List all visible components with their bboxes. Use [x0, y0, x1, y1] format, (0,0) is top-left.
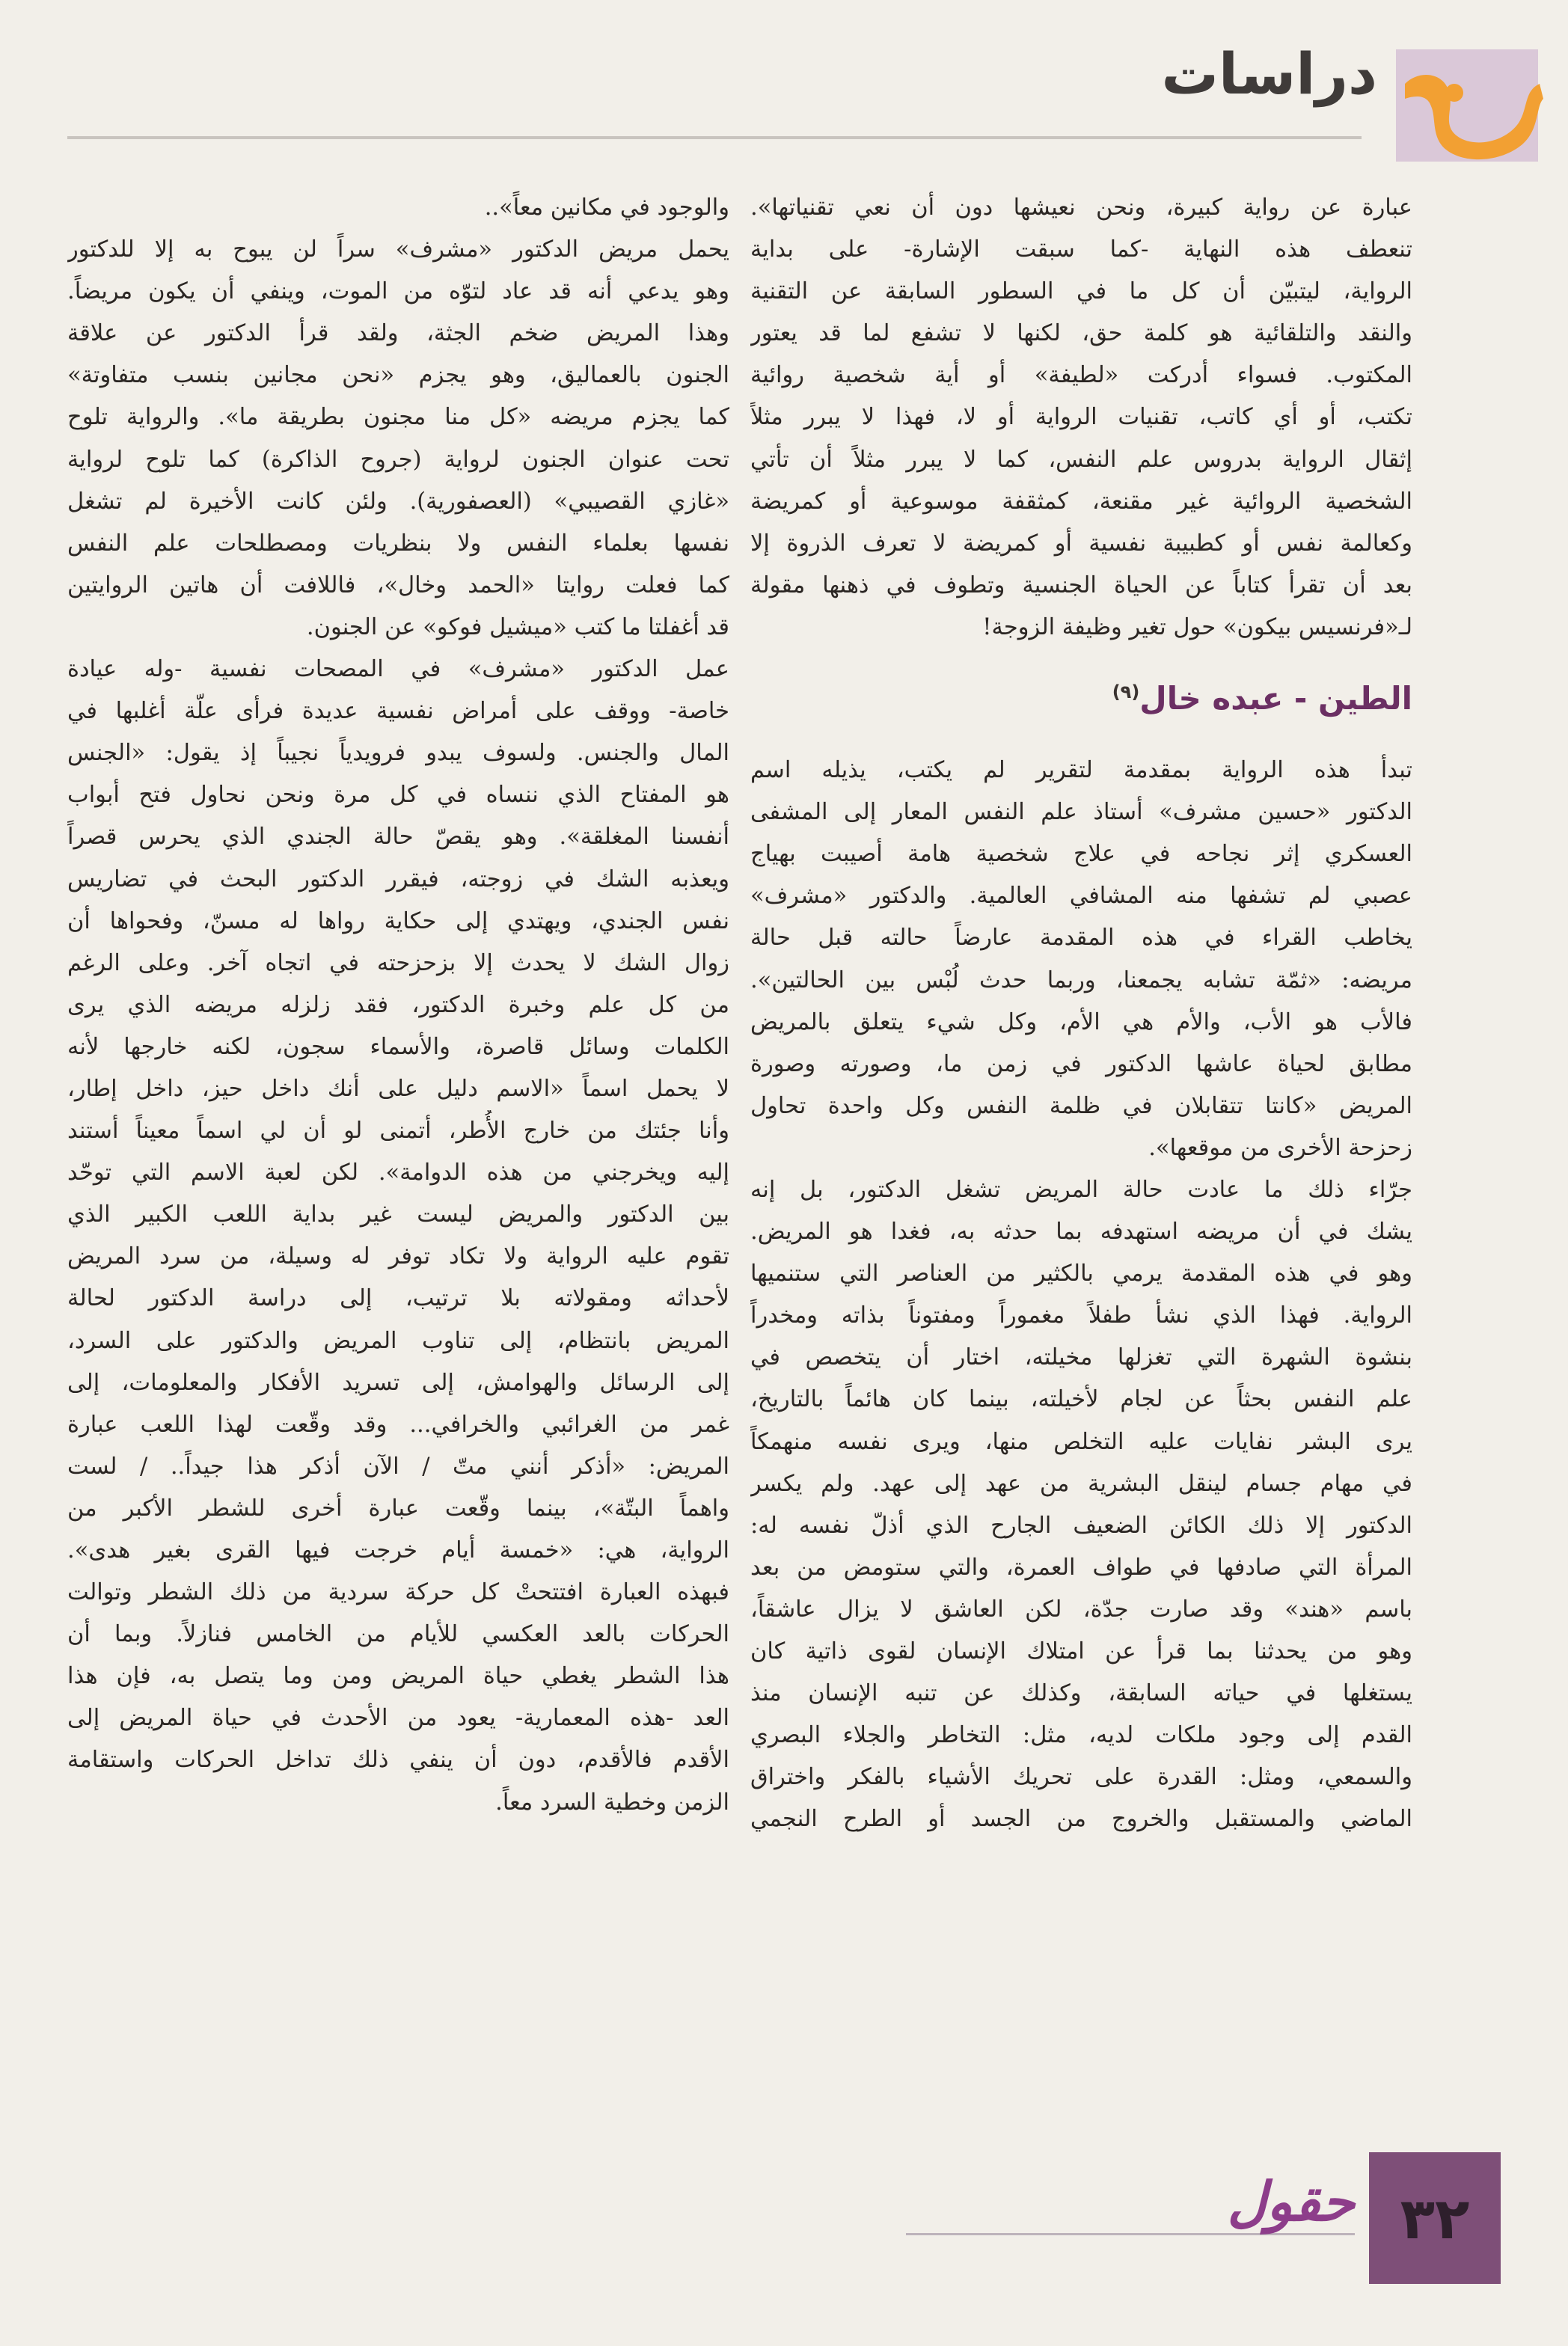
text-line: جرّاء ذلك ما عادت حالة المريض تشغل الدكتور، بل إنه — [750, 1176, 1412, 1203]
paragraph — [67, 229, 729, 649]
text-line: ويعذبه الشك في زوجته، فيقرر الدكتور البحث في تضاريس — [67, 866, 729, 892]
text-line: بين الدكتور والمريض ليست غير بداية اللعب الكبير الذي — [67, 1201, 729, 1228]
text-line: تبدأ هذه الرواية بمقدمة لتقرير لم يكتب، يذيله اسم — [750, 757, 1412, 784]
text-line: يشك في أن مريضه استهدفه بما حدثه به، فغدا هو المريض. — [750, 1219, 1412, 1246]
text-line: مطابق لحياة عاشها الدكتور في زمن ما، وصورته وصورة — [750, 1050, 1412, 1077]
text-line: تحت عنوان الجنون لرواية (جروح الذاكرة) كما تلوح لرواية — [67, 446, 729, 473]
text-line: الحركات بالعد العكسي للأيام من الخامس فنازلاً. وبما أن — [67, 1621, 729, 1648]
text-line: خاصة- ووقف على أمراض نفسية عديدة فرأى علّة أغلبها في — [67, 698, 729, 725]
text-line: تنعطف هذه النهاية -كما سبقت الإشارة- على بداية — [750, 236, 1412, 263]
text-line: إليه ويخرجني من هذه الدوامة». لكن لعبة الاسم التي توحّد — [67, 1160, 729, 1186]
section-swirl-icon — [1390, 54, 1547, 166]
footer-rule — [906, 2233, 1355, 2235]
page-header — [0, 0, 1568, 165]
text-line: وأنا جئتك من خارج الأُطر، أتمنى لو أن لي اسماً معيناً أستند — [67, 1118, 729, 1145]
text-line: هذا الشطر يغطي حياة المريض ومن وما يتصل به، فإن هذا — [67, 1663, 729, 1690]
text-line: فالأب هو الأب، والأم هي الأم، وكل شيء يتعلق بالمريض — [750, 1008, 1412, 1035]
paragraph — [750, 750, 1412, 1169]
text-line: زوال الشك لا يحدث إلا بزحزحته في اتجاه آخر. وعلى الرغم — [67, 949, 729, 976]
text-line: الكلمات وسائل قاصرة، والأسماء سجون، لكنه خارجها لأنه — [67, 1033, 729, 1060]
section-title: دراسات — [1161, 40, 1377, 107]
text-line: كما يجزم مريضه «كل منا مجنون بطريقة ما». والرواية تلوح — [67, 404, 729, 431]
text-line: وهو في هذه المقدمة يرمي بالكثير من العناصر التي ستنميها — [750, 1261, 1412, 1287]
text-line: هو المفتاح الذي ننساه في كل مرة ونحن نحاول فتح أبواب — [67, 782, 729, 809]
paragraph — [67, 187, 729, 229]
text-line: المريض: «أذكر أنني متّ / الآن أذكر هذا جيداً.. / لست — [67, 1453, 729, 1480]
text-line: لا يحمل اسماً «الاسم دليل على أنك داخل حيز، داخل إطار، — [67, 1075, 729, 1102]
text-line: نفس الجندي، ويهتدي إلى حكاية رواها له مسنّ، وفحواها أن — [67, 907, 729, 934]
text-line: الدكتور إلا ذلك الكائن الضعيف الجارح الذي أذلّ نفسه له: — [750, 1512, 1412, 1539]
text-line: أنفسنا المغلقة». وهو يقصّ حالة الجندي الذي يحرس قصراً — [67, 824, 729, 851]
text-line: قد أغفلتا ما كتب «ميشيل فوكو» عن الجنون. — [306, 613, 729, 640]
text-line: وكعالمة نفس أو كطبيبة نفسية أو كمريضة لا تعرف الذروة إلا — [750, 530, 1412, 557]
text-line: بنشوة الشهرة التي تغزلها مخيلته، اختار أن يتخصص في — [750, 1344, 1412, 1371]
text-line: الرواية، هي: «خمسة أيام خرجت فيها القرى بغير هدى». — [67, 1537, 729, 1564]
text-line: وهو من يحدثنا بما قرأ عن امتلاك الإنسان لقوى ذاتية كان — [750, 1638, 1412, 1664]
header-rule — [67, 136, 1362, 139]
text-line: الماضي والمستقبل والخروج من الجسد أو الطرح النجمي — [750, 1806, 1412, 1833]
text-line: الشخصية الروائية غير مقنعة، كمثقفة موسوعية أو كمريضة — [750, 488, 1412, 515]
page-number: ٣٢ — [1400, 2184, 1470, 2252]
text-line: القدم إلى وجود ملكات لديه، مثل: التخاطر والجلاء البصري — [750, 1722, 1412, 1749]
text-line: يخاطب القراء في هذه المقدمة عارضاً حالته قبل حالة — [750, 925, 1412, 952]
text-line: العد -هذه المعمارية- يعود من الأحدث في حياة المريض إلى — [67, 1705, 729, 1732]
text-line: تكتب، أو أي كاتب، تقنيات الرواية أو لا، فهذا لا يبرر مثلاً — [750, 404, 1412, 431]
text-line: والسمعي، ومثل: القدرة على تحريك الأشياء بالفكر واختراق — [750, 1764, 1412, 1791]
text-line: من كل علم وخبرة الدكتور، فقد زلزله مريضه الذي يرى — [67, 991, 729, 1018]
text-line: والوجود في مكانين معاً».. — [484, 195, 729, 221]
text-line: المرأة التي صادفها في طواف العمرة، والتي ستومض من بعد — [750, 1554, 1412, 1581]
text-line: الجنون بالعماليق، وهو يجزم «نحن مجانين بنسب متفاوتة» — [67, 362, 729, 389]
text-line: وهو يدعي أنه قد عاد لتوّه من الموت، وينفي أن يكون مريضاً. — [67, 278, 729, 305]
text-line: الدكتور «حسين مشرف» أستاذ علم النفس المعار إلى المشفى — [750, 799, 1412, 826]
text-line: تقوم عليه الرواية ولا تكاد توفر له وسيلة، من سرد المريض — [67, 1243, 729, 1270]
text-line: وهذا المريض ضخم الجثة، ولقد قرأ الدكتور عن علاقة — [67, 320, 729, 347]
text-line: نفسها بعلماء النفس ولا بنظريات ومصطلحات علم النفس — [67, 530, 729, 557]
text-line: مريضه: «ثمّة تشابه يجمعنا، وربما حدث لُبْس بين الحالتين». — [750, 967, 1412, 993]
subheading-text: الطين - عبده خال — [1139, 680, 1412, 717]
section-subheading — [750, 662, 1412, 729]
text-line: «غازي القصيبي» (العصفورية). ولئن كانت الأخيرة لم تشغل — [67, 488, 729, 515]
text-line: الأقدم فالأقدم، دون أن ينفي ذلك تداخل الحركات واستقامة — [67, 1747, 729, 1774]
text-line: المريض بانتظام، إلى تناوب المريض والدكتور على السرد، — [67, 1327, 729, 1354]
text-line: عبارة عن رواية كبيرة، ونحن نعيشها دون أن نعي تقنياتها». — [750, 195, 1412, 221]
text-line: لأحداثه ومقولاته بلا ترتيب، إلى دراسة الدكتور لحالة — [67, 1285, 729, 1312]
text-line: باسم «هند» وقد صارت جدّة، لكن العاشق لا يزال عاشقاً، — [750, 1596, 1412, 1623]
text-line: والنقد والتلقائية هو كلمة حق، لكنها لا تشفع لما قد يعتور — [750, 320, 1412, 347]
right-column — [750, 187, 1412, 1840]
text-line: كما فعلت روايتا «الحمد وخال»، فاللافت أن هاتين الروايتين — [67, 572, 729, 598]
magazine-logo: حقول — [1227, 2169, 1355, 2233]
text-line: الرواية، ليتبيّن أن كل ما في السطور السابقة عن التقنية — [750, 278, 1412, 305]
text-line: واهماً البتّة»، بينما وقّعت عبارة أخرى للشطر الأكبر من — [67, 1495, 729, 1522]
text-line: في مهام جسام لينقل البشرية من عهد إلى عهد. ولم يكسر — [750, 1470, 1412, 1497]
text-line: يرى البشر نفايات عليه التخلص منها، ويرى نفسه منهمكاً — [750, 1428, 1412, 1455]
text-line: إثقال الرواية بدروس علم النفس، كما لا يبرر مثلاً أن تأتي — [750, 446, 1412, 473]
text-line: فبهذه العبارة افتتحتْ كل حركة سردية من ذلك الشطر وتوالت — [67, 1579, 729, 1606]
text-line: المكتوب. فسواء أدركت «لطيفة» أو أية شخصية روائية — [750, 362, 1412, 389]
text-line: يحمل مريض الدكتور «مشرف» سراً لن يبوح به إلا للدكتور — [67, 236, 729, 263]
text-line: عصبي لم تشفها منه المشافي العالمية. والدكتور «مشرف» — [750, 883, 1412, 910]
left-column — [67, 187, 729, 1824]
paragraph — [750, 1169, 1412, 1841]
footnote-marker: (٩) — [1112, 682, 1140, 703]
text-line: الرواية. فهذا الذي نشأ طفلاً مغموراً ومفتوناً بذاته ومخدراً — [750, 1302, 1412, 1329]
text-line: بعد أن تقرأ كتاباً عن الحياة الجنسية وتطوف في ذهنها مقولة — [750, 572, 1412, 598]
text-line: زحزحة الأخرى من موقعها». — [1148, 1134, 1412, 1161]
text-line: العسكري إثر نجاحه في علاج شخصية هامة أصيبت بهياج — [750, 841, 1412, 868]
text-line: إلى الرسائل والهوامش، إلى تسريد الأفكار والمعلومات، إلى — [67, 1369, 729, 1396]
text-line: يستغلها في حياته السابقة، وكذلك عن تنبه الإنسان منذ — [750, 1680, 1412, 1707]
text-line: غمر من الغرائبي والخرافي... وقد وقّعت لهذا اللعب عبارة — [67, 1411, 729, 1438]
text-line: لـ«فرنسيس بيكون» حول تغير وظيفة الزوجة! — [982, 613, 1412, 640]
text-line: الزمن وخطية السرد معاً. — [495, 1789, 729, 1816]
paragraph — [67, 649, 729, 1824]
text-line: علم النفس بحثاً عن لجام لأخيلته، بينما كان هائماً بالتاريخ، — [750, 1386, 1412, 1413]
text-line: عمل الدكتور «مشرف» في المصحات نفسية -وله عيادة — [67, 656, 729, 683]
paragraph — [750, 187, 1412, 649]
text-line: المال والجنس. ولسوف يبدو فرويدياً نجيباً إذ يقول: «الجنس — [67, 740, 729, 767]
text-line: المريض «كانتا تتقابلان في ظلمة النفس وكل واحدة تحاول — [750, 1092, 1412, 1119]
